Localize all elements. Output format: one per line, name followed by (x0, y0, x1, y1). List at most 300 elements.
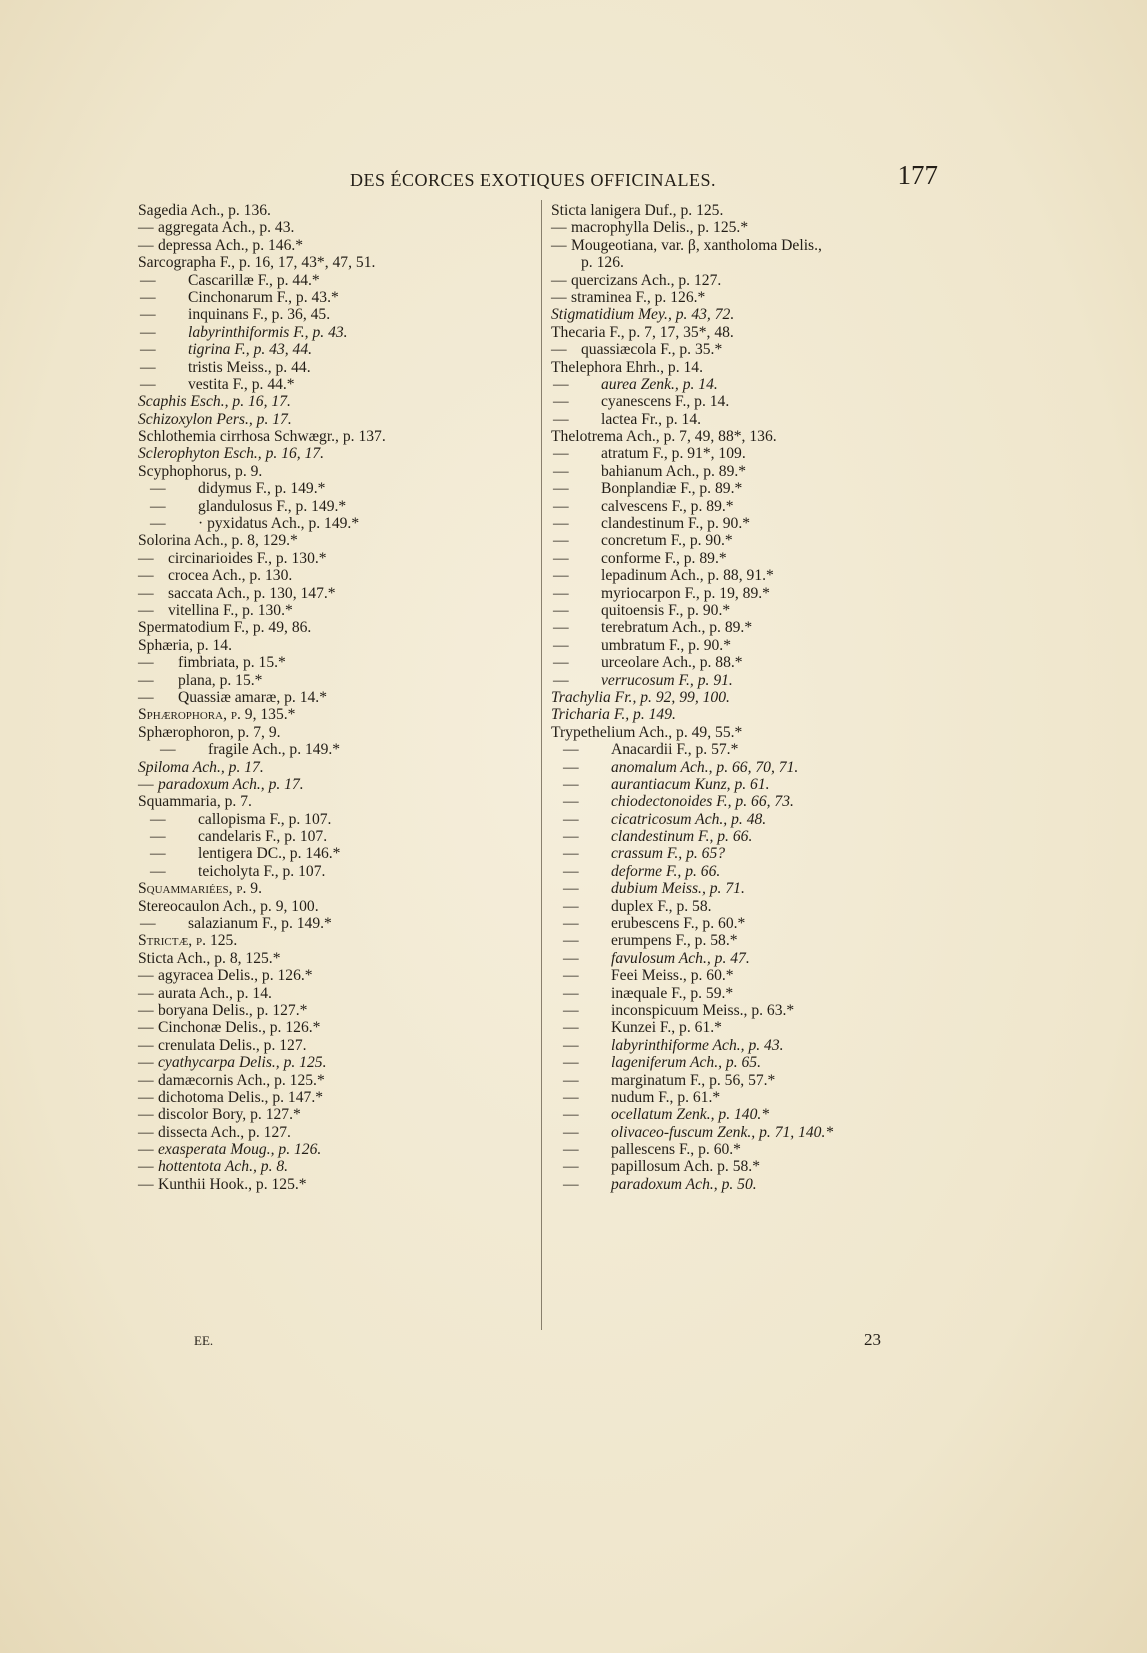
entry-text: callopisma F., p. 107. (198, 810, 332, 828)
entry-text: discolor Bory, p. 127.* (158, 1106, 301, 1124)
signature-mark: EE. (194, 1333, 214, 1348)
index-entry (138, 672, 538, 689)
index-entry (551, 289, 951, 306)
entry-text: aggregata Ach., p. 43. (158, 219, 295, 237)
index-entry (138, 1072, 538, 1089)
index-entry (138, 724, 538, 741)
index-entry (551, 880, 951, 897)
index-entry (138, 811, 538, 828)
entry-text: dubium Meiss., p. 71. (611, 880, 745, 898)
entry-text: Sclerophyton Esch., p. 16, 17. (138, 445, 325, 463)
index-entry (138, 602, 538, 619)
entry-text: cyathycarpa Delis., p. 125. (158, 1054, 327, 1072)
entry-text: inconspicuum Meiss., p. 63.* (611, 1001, 795, 1019)
index-entry (551, 672, 951, 689)
ditto-dash: — (563, 741, 579, 759)
entry-text: atratum F., p. 91*, 109. (601, 445, 746, 463)
entry-text: teicholyta F., p. 107. (198, 862, 326, 880)
ditto-dash: — (563, 1071, 579, 1089)
entry-text: nudum F., p. 61.* (611, 1088, 721, 1106)
ditto-dash: — (138, 1158, 154, 1176)
ditto-dash: — (563, 862, 579, 880)
index-entry (551, 845, 951, 862)
index-entry (138, 1176, 538, 1193)
ditto-dash: — (563, 915, 579, 933)
index-entry (138, 950, 538, 967)
index-entry (138, 445, 538, 462)
index-entry (551, 759, 951, 776)
index-entry (138, 898, 538, 915)
entry-text: candelaris F., p. 107. (198, 828, 328, 846)
entry-text: aurea Zenk., p. 14. (601, 375, 718, 393)
entry-text: boryana Delis., p. 127.* (158, 1001, 308, 1019)
index-entry (138, 376, 538, 393)
entry-text: fimbriata, p. 15.* (178, 654, 286, 672)
page-number: 177 (897, 160, 938, 190)
entry-text: Kunthii Hook., p. 125.* (158, 1175, 307, 1193)
ditto-dash: — (553, 445, 569, 463)
ditto-dash: — (138, 1123, 154, 1141)
entry-text: Thelotrema Ach., p. 7, 49, 88*, 136. (551, 428, 777, 446)
entry-text: Anacardii F., p. 57.* (611, 741, 739, 759)
index-entry (138, 1158, 538, 1175)
index-entry (551, 1141, 951, 1158)
index-entry (138, 637, 538, 654)
index-entry (551, 793, 951, 810)
entry-text: Thelephora Ehrh., p. 14. (551, 358, 703, 376)
index-entry (551, 428, 951, 445)
entry-text: Trachylia Fr., p. 92, 99, 100. (551, 688, 730, 706)
ditto-dash: — (138, 1175, 154, 1193)
ditto-dash: — (551, 288, 567, 306)
entry-text: glandulosus F., p. 149.* (198, 497, 347, 515)
entry-text: Tricharia F., p. 149. (551, 706, 676, 724)
ditto-dash: — (138, 688, 154, 706)
index-entry (551, 341, 951, 358)
index-entry (551, 480, 951, 497)
index-entry (138, 272, 538, 289)
ditto-dash: — (553, 497, 569, 515)
ditto-dash: — (140, 323, 156, 341)
entry-text: exasperata Moug., p. 126. (158, 1141, 322, 1159)
entry-text: paradoxum Ach., p. 17. (158, 775, 304, 793)
ditto-dash: — (563, 828, 579, 846)
index-entry (138, 202, 538, 219)
ditto-dash: — (553, 480, 569, 498)
index-entry (551, 950, 951, 967)
ditto-dash: — (140, 341, 156, 359)
entry-text: Feei Meiss., p. 60.* (611, 967, 734, 985)
entry-text: bahianum Ach., p. 89.* (601, 462, 747, 480)
index-entry (138, 654, 538, 671)
entry-text: Cinchonarum F., p. 43.* (188, 288, 339, 306)
ditto-dash: — (140, 288, 156, 306)
entry-text: hottentota Ach., p. 8. (158, 1158, 289, 1176)
entry-text: Schizoxylon Pers., p. 17. (138, 410, 292, 428)
index-entry (551, 1054, 951, 1071)
entry-text: Sphærophoron, p. 7, 9. (138, 723, 281, 741)
index-entry (138, 480, 538, 497)
index-entry (551, 202, 951, 219)
column-divider (541, 200, 542, 1330)
entry-text: favulosum Ach., p. 47. (611, 949, 750, 967)
entry-text: tristis Meiss., p. 44. (188, 358, 311, 376)
index-entry (551, 532, 951, 549)
index-entry (551, 915, 951, 932)
entry-text: pallescens F., p. 60.* (611, 1141, 741, 1159)
index-entry (551, 741, 951, 758)
ditto-dash: — (160, 741, 176, 759)
entry-text: Scyphophorus, p. 9. (138, 462, 263, 480)
index-entry (551, 359, 951, 376)
ditto-dash: — (553, 532, 569, 550)
entry-text: Stereocaulon Ach., p. 9, 100. (138, 897, 319, 915)
index-entry (138, 567, 538, 584)
index-entry (138, 550, 538, 567)
ditto-dash: — (551, 236, 567, 254)
entry-text: quassiæcola F., p. 35.* (581, 341, 723, 359)
entry-text: aurata Ach., p. 14. (158, 984, 272, 1002)
index-entry (551, 254, 951, 271)
entry-text: deforme F., p. 66. (611, 862, 721, 880)
ditto-dash: — (138, 549, 154, 567)
entry-text: macrophylla Delis., p. 125.* (571, 219, 749, 237)
index-entry (551, 1072, 951, 1089)
index-entry (551, 445, 951, 462)
index-entry (551, 967, 951, 984)
ditto-dash: — (553, 549, 569, 567)
entry-text: crenulata Delis., p. 127. (158, 1036, 307, 1054)
index-entry (138, 1019, 538, 1036)
ditto-dash: — (553, 584, 569, 602)
ditto-dash: — (563, 1141, 579, 1159)
entry-text: chiodectonoides F., p. 66, 73. (611, 793, 794, 811)
ditto-dash: — (150, 810, 166, 828)
index-entry (551, 1089, 951, 1106)
entry-text: Squammariées, p. 9. (138, 880, 262, 898)
index-entry (138, 880, 538, 897)
entry-text: umbratum F., p. 90.* (601, 636, 731, 654)
ditto-dash: — (150, 845, 166, 863)
ditto-dash: — (553, 619, 569, 637)
entry-text: vestita F., p. 44.* (188, 375, 295, 393)
ditto-dash: — (563, 967, 579, 985)
index-entry (551, 515, 951, 532)
ditto-dash: — (563, 1088, 579, 1106)
index-entry (551, 811, 951, 828)
index-entry (138, 324, 538, 341)
index-entry (138, 306, 538, 323)
entry-text: marginatum F., p. 56, 57.* (611, 1071, 776, 1089)
entry-text: verrucosum F., p. 91. (601, 671, 733, 689)
index-entry (551, 1158, 951, 1175)
ditto-dash: — (140, 306, 156, 324)
ditto-dash: — (140, 915, 156, 933)
ditto-dash: — (138, 1054, 154, 1072)
ditto-dash: — (553, 567, 569, 585)
ditto-dash: — (553, 671, 569, 689)
entry-text: calvescens F., p. 89.* (601, 497, 734, 515)
ditto-dash: — (563, 1106, 579, 1124)
ditto-dash: — (563, 949, 579, 967)
index-column-left (138, 202, 538, 1193)
ditto-dash: — (553, 410, 569, 428)
entry-text: circinarioides F., p. 130.* (168, 549, 327, 567)
entry-text: labyrinthiformis F., p. 43. (188, 323, 348, 341)
index-entry (551, 689, 951, 706)
ditto-dash: — (150, 515, 166, 533)
entry-text: dichotoma Delis., p. 147.* (158, 1088, 324, 1106)
entry-text: Sarcographa F., p. 16, 17, 43*, 47, 51. (138, 254, 376, 272)
index-entry (551, 637, 951, 654)
index-column-right (551, 202, 951, 1193)
index-entry (138, 741, 538, 758)
index-entry (551, 463, 951, 480)
index-entry (551, 619, 951, 636)
index-entry (138, 498, 538, 515)
ditto-dash: — (563, 845, 579, 863)
entry-text: cicatricosum Ach., p. 48. (611, 810, 767, 828)
ditto-dash: — (553, 462, 569, 480)
entry-text: clandestinum F., p. 66. (611, 828, 753, 846)
entry-text: Kunzei F., p. 61.* (611, 1019, 722, 1037)
ditto-dash: — (138, 1019, 154, 1037)
ditto-dash: — (563, 1019, 579, 1037)
entry-text: Spiloma Ach., p. 17. (138, 758, 264, 776)
entry-text: crocea Ach., p. 130. (168, 567, 293, 585)
index-entry (138, 393, 538, 410)
index-entry (551, 724, 951, 741)
ditto-dash: — (551, 271, 567, 289)
entry-text: anomalum Ach., p. 66, 70, 71. (611, 758, 799, 776)
gathering-number: 23 (864, 1330, 881, 1349)
index-entry (138, 237, 538, 254)
index-entry (138, 1124, 538, 1141)
ditto-dash: — (138, 1088, 154, 1106)
index-entry (551, 550, 951, 567)
entry-text: lageniferum Ach., p. 65. (611, 1054, 761, 1072)
ditto-dash: — (138, 671, 154, 689)
index-entry (551, 585, 951, 602)
index-entry (138, 967, 538, 984)
index-entry (138, 289, 538, 306)
entry-text: concretum F., p. 90.* (601, 532, 733, 550)
entry-text: saccata Ach., p. 130, 147.* (168, 584, 336, 602)
index-entry (138, 793, 538, 810)
ditto-dash: — (551, 341, 567, 359)
running-title: DES ÉCORCES EXOTIQUES OFFICINALES. (350, 170, 717, 190)
ditto-dash: — (553, 375, 569, 393)
index-entry (138, 1106, 538, 1123)
index-entry (551, 219, 951, 236)
ditto-dash: — (563, 758, 579, 776)
entry-text: erubescens F., p. 60.* (611, 915, 746, 933)
page-header (138, 160, 938, 196)
ditto-dash: — (150, 862, 166, 880)
index-entry (551, 602, 951, 619)
index-entry (138, 863, 538, 880)
index-entry (551, 1019, 951, 1036)
entry-text: p. 126. (581, 254, 624, 272)
ditto-dash: — (150, 828, 166, 846)
entry-text: Schlothemia cirrhosa Schwægr., p. 137. (138, 428, 386, 446)
index-entry (138, 341, 538, 358)
index-entry (138, 619, 538, 636)
index-entry (551, 324, 951, 341)
ditto-dash: — (563, 775, 579, 793)
entry-text: urceolare Ach., p. 88.* (601, 654, 743, 672)
index-entry (138, 1141, 538, 1158)
ditto-dash: — (563, 1036, 579, 1054)
entry-text: salazianum F., p. 149.* (188, 915, 332, 933)
entry-text: conforme F., p. 89.* (601, 549, 727, 567)
entry-text: Cinchonæ Delis., p. 126.* (158, 1019, 321, 1037)
entry-text: duplex F., p. 58. (611, 897, 712, 915)
ditto-dash: — (138, 1001, 154, 1019)
index-entry (551, 932, 951, 949)
index-entry (551, 1124, 951, 1141)
entry-text: inquinans F., p. 36, 45. (188, 306, 331, 324)
entry-text: Solorina Ach., p. 8, 129.* (138, 532, 298, 550)
entry-text: Mougeotiana, var. β, xantholoma Delis., (571, 236, 822, 254)
index-entry (551, 237, 951, 254)
entry-text: didymus F., p. 149.* (198, 480, 326, 498)
ditto-dash: — (138, 601, 154, 619)
index-entry (551, 1106, 951, 1123)
index-entry (138, 1002, 538, 1019)
entry-text: lactea Fr., p. 14. (601, 410, 702, 428)
index-entry (138, 585, 538, 602)
ditto-dash: — (563, 1123, 579, 1141)
index-entry (138, 689, 538, 706)
ditto-dash: — (553, 393, 569, 411)
index-entry (551, 498, 951, 515)
index-entry (138, 776, 538, 793)
ditto-dash: — (140, 375, 156, 393)
entry-text: Sphærophora, p. 9, 135.* (138, 706, 296, 724)
index-entry (551, 1176, 951, 1193)
index-entry (551, 1037, 951, 1054)
entry-text: Sticta lanigera Duf., p. 125. (551, 202, 724, 219)
entry-text: Scaphis Esch., p. 16, 17. (138, 393, 291, 411)
entry-text: plana, p. 15.* (178, 671, 263, 689)
entry-text: quitoensis F., p. 90.* (601, 601, 731, 619)
index-entry (551, 776, 951, 793)
entry-text: inæquale F., p. 59.* (611, 984, 734, 1002)
entry-text: Cascarillæ F., p. 44.* (188, 271, 320, 289)
ditto-dash: — (563, 1158, 579, 1176)
entry-text: Sphæria, p. 14. (138, 636, 232, 654)
entry-text: dissecta Ach., p. 127. (158, 1123, 291, 1141)
entry-text: myriocarpon F., p. 19, 89.* (601, 584, 770, 602)
index-entry (551, 272, 951, 289)
ditto-dash: — (150, 497, 166, 515)
index-entry (138, 985, 538, 1002)
index-entry (138, 1054, 538, 1071)
index-entry (138, 411, 538, 428)
index-entry (138, 515, 538, 532)
index-entry (551, 828, 951, 845)
index-entry (551, 411, 951, 428)
ditto-dash: — (150, 480, 166, 498)
entry-text: agyracea Delis., p. 126.* (158, 967, 313, 985)
entry-text: labyrinthiforme Ach., p. 43. (611, 1036, 784, 1054)
entry-text: paradoxum Ach., p. 50. (611, 1175, 757, 1193)
ditto-dash: — (138, 219, 154, 237)
entry-text: clandestinum F., p. 90.* (601, 515, 751, 533)
ditto-dash: — (553, 654, 569, 672)
entry-text: cyanescens F., p. 14. (601, 393, 730, 411)
entry-text: · pyxidatus Ach., p. 149.* (198, 515, 360, 533)
index-entry (138, 532, 538, 549)
index-entry (138, 219, 538, 236)
index-entry (138, 828, 538, 845)
index-entry (138, 1089, 538, 1106)
ditto-dash: — (563, 984, 579, 1002)
ditto-dash: — (563, 1054, 579, 1072)
ditto-dash: — (138, 567, 154, 585)
index-entry (551, 898, 951, 915)
entry-text: Squammaria, p. 7. (138, 793, 252, 811)
ditto-dash: — (553, 601, 569, 619)
index-entry (138, 759, 538, 776)
ditto-dash: — (551, 219, 567, 237)
entry-text: tigrina F., p. 43, 44. (188, 341, 313, 359)
ditto-dash: — (138, 584, 154, 602)
entry-text: Stigmatidium Mey., p. 43, 72. (551, 306, 735, 324)
entry-text: Strictæ, p. 125. (138, 932, 238, 950)
ditto-dash: — (563, 1175, 579, 1193)
index-entry (551, 985, 951, 1002)
index-entry (551, 376, 951, 393)
ditto-dash: — (138, 1106, 154, 1124)
entry-text: olivaceo-fuscum Zenk., p. 71, 140.* (611, 1123, 834, 1141)
ditto-dash: — (563, 897, 579, 915)
index-entry (138, 915, 538, 932)
ditto-dash: — (138, 775, 154, 793)
ditto-dash: — (563, 932, 579, 950)
ditto-dash: — (138, 1141, 154, 1159)
entry-text: depressa Ach., p. 146.* (158, 236, 304, 254)
ditto-dash: — (553, 515, 569, 533)
entry-text: lentigera DC., p. 146.* (198, 845, 341, 863)
entry-text: Bonplandiæ F., p. 89.* (601, 480, 743, 498)
ditto-dash: — (140, 271, 156, 289)
entry-text: straminea F., p. 126.* (571, 288, 706, 306)
entry-text: papillosum Ach. p. 58.* (611, 1158, 761, 1176)
ditto-dash: — (563, 1001, 579, 1019)
index-entry (138, 428, 538, 445)
ditto-dash: — (563, 810, 579, 828)
index-entry (138, 359, 538, 376)
ditto-dash: — (138, 236, 154, 254)
entry-text: Sagedia Ach., p. 136. (138, 202, 271, 219)
entry-text: crassum F., p. 65? (611, 845, 726, 863)
index-entry (551, 706, 951, 723)
index-entry (138, 1037, 538, 1054)
entry-text: quercizans Ach., p. 127. (571, 271, 722, 289)
index-entry (138, 706, 538, 723)
entry-text: vitellina F., p. 130.* (168, 601, 293, 619)
index-entry (551, 393, 951, 410)
entry-text: damæcornis Ach., p. 125.* (158, 1071, 325, 1089)
ditto-dash: — (138, 1071, 154, 1089)
entry-text: Sticta Ach., p. 8, 125.* (138, 949, 281, 967)
ditto-dash: — (563, 880, 579, 898)
entry-text: Spermatodium F., p. 49, 86. (138, 619, 312, 637)
ditto-dash: — (138, 967, 154, 985)
index-entry (551, 863, 951, 880)
